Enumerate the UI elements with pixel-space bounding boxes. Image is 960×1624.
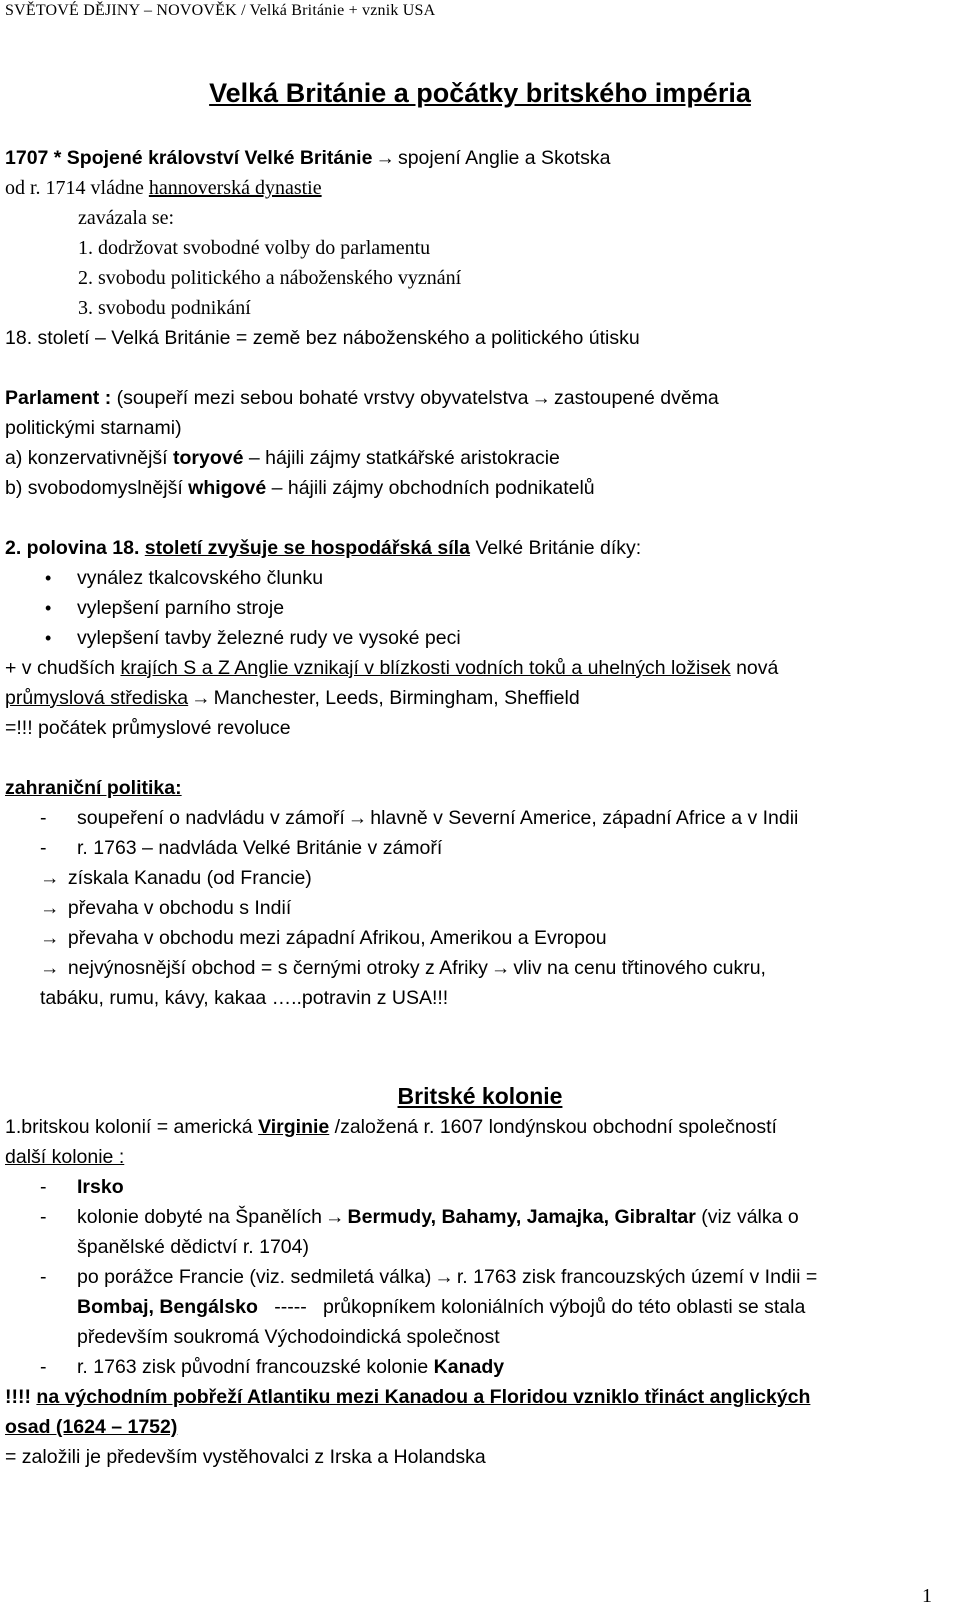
arrow-item (40, 896, 291, 920)
text-parliament-desc2: zastoupené dvěma (554, 387, 719, 409)
dash-text (77, 806, 798, 830)
line-industrial-revolution: =!!! počátek průmyslové revoluce (5, 717, 291, 739)
arrow-text: získala Kanadu (od Francie) (67, 867, 312, 889)
text-whigs-b: b) svobodomyslnější (5, 477, 189, 499)
text-whigs: whigové (188, 477, 267, 499)
text-regions-b: krajích S a Z Anglie vznikají v blízkosti vodních toků a uhelných ložisek (120, 657, 731, 679)
text-second-half: 2. polovina 18. (5, 537, 145, 559)
line-18th-century: 18. století – Velká Británie = země bez náboženského a politického útisku (5, 327, 640, 349)
text-regions-c: nová (730, 657, 779, 679)
dash-icon: - (40, 837, 47, 859)
list-item: 2. svobodu politického a náboženského vyznání (78, 267, 462, 289)
arrow-item (40, 866, 312, 890)
text-thanks-to: Velké Británie díky: (469, 537, 642, 559)
text-cities: Manchester, Leeds, Birmingham, Sheffield (213, 687, 580, 709)
arrow-text: převaha v obchodu mezi západní Afrikou, Amerikou a Evropou (67, 927, 607, 949)
text-parliament: Parlament : (5, 387, 112, 409)
page-header: SVĚTOVÉ DĚJINY – NOVOVĚK / Velká Británie + vznik USA (5, 2, 436, 19)
list-item: 3. svobodu podnikání (78, 297, 251, 319)
line-regions (5, 656, 778, 680)
dash-icon: - (40, 1356, 47, 1378)
text-tories-a: a) konzervativnější (5, 447, 173, 469)
line-second-half (5, 536, 641, 560)
text-france-defeat: po porážce Francie (viz. sedmiletá válka) (77, 1266, 432, 1288)
arrow-icon: → (40, 927, 60, 949)
text-economic-power: století zvyšuje se hospodářská síla (144, 537, 470, 559)
text-virginia: Virginie (258, 1116, 330, 1138)
text-hannover-dynasty: hannoverská dynastie (148, 177, 322, 199)
dash-text-cont: španělské dědictví r. 1704) (77, 1236, 309, 1258)
line-other-colonies: další kolonie : (5, 1146, 125, 1168)
bullet-icon: • (45, 598, 52, 618)
arrow-icon: → (531, 387, 551, 409)
text-virginia-desc: /založená r. 1607 londýnskou obchodní společností (329, 1116, 777, 1138)
dash-text-cont: především soukromá Východoindická společnost (77, 1326, 500, 1348)
line-pledge: zavázala se: (78, 207, 175, 229)
dash-icon: - (40, 1206, 47, 1228)
line-founders: = založili je především vystěhovalci z Irska a Holandska (5, 1446, 486, 1468)
bullet-text: vynález tkalcovského člunku (77, 567, 324, 589)
text-1707-result: spojení Anglie a Skotska (397, 147, 611, 169)
arrow-icon: → (347, 807, 368, 829)
section-title-colonies: Britské kolonie (397, 1083, 563, 1109)
line-settlements: osad (1624 – 1752) (5, 1416, 178, 1438)
dash-text (77, 1355, 504, 1379)
text-war-ref: (viz válka o (695, 1206, 799, 1228)
arrow-text: nejvýnosnější obchod = s černými otroky z Afriky (67, 957, 488, 979)
text-parliament-desc: (soupeří mezi sebou bohaté vrstvy obyvatelstva (111, 387, 529, 409)
dash-text (77, 1205, 799, 1229)
line-1707 (5, 146, 610, 170)
bullet-text: vylepšení parního stroje (77, 597, 285, 619)
dash-icon: - (40, 1266, 47, 1288)
text-canada-gain: r. 1763 zisk původní francouzské kolonie (77, 1356, 434, 1378)
text-industrial-centres: průmyslová střediska (5, 687, 189, 709)
line-virginia (5, 1115, 777, 1139)
text-1714: od r. 1714 vládne (5, 177, 149, 199)
text-rivalry-regions: hlavně v Severní Americe, západní Africe a v Indii (370, 807, 799, 829)
text-regions-a: + v chudších (5, 657, 121, 679)
page-number: 1 (922, 1585, 932, 1607)
line-whigs (5, 476, 595, 500)
bullet-text: vylepšení tavby železné rudy ve vysoké peci (77, 627, 461, 649)
text-bermuda-list: Bermudy, Bahamy, Jamajka, Gibraltar (347, 1206, 696, 1228)
text-canada: Kanady (433, 1356, 505, 1378)
line-parties: politickými starnami) (5, 417, 182, 439)
dash-text (77, 1265, 817, 1289)
list-item: 1. dodržovat svobodné volby do parlamentu (78, 237, 431, 259)
text-pioneer: ----- průkopníkem koloniálních výbojů do této oblasti se stala (257, 1296, 806, 1318)
arrow-icon: → (325, 1206, 345, 1228)
text-exclaim: !!!! (5, 1386, 37, 1408)
arrow-icon: → (191, 687, 211, 709)
text-tories-desc: – hájili zájmy statkářské aristokracie (243, 447, 560, 469)
line-thirteen-colonies (5, 1385, 810, 1409)
bullet-icon: • (45, 568, 52, 588)
arrow-icon: → (375, 147, 395, 169)
dash-icon: - (40, 1176, 47, 1198)
text-india-gain: r. 1763 zisk francouzských území v Indii = (456, 1266, 818, 1288)
arrow-icon: → (434, 1266, 454, 1288)
arrow-item (40, 956, 766, 980)
line-1714 (5, 176, 322, 200)
heading-foreign-policy: zahraniční politika: (5, 777, 182, 799)
arrow-icon: → (40, 897, 60, 919)
text-thirteen-colonies: na východním pobřeží Atlantiku mezi Kanadou a Floridou vzniklo třináct anglických (36, 1386, 811, 1408)
arrow-item (40, 926, 607, 950)
line-parliament (5, 386, 719, 410)
dash-text-cont (77, 1295, 805, 1319)
text-1707-heading: 1707 * Spojené království Velké Británie (5, 147, 373, 169)
text-ireland: Irsko (77, 1176, 124, 1198)
arrow-icon: → (40, 957, 60, 979)
dash-text: r. 1763 – nadvláda Velké Británie v zámoří (77, 837, 443, 859)
line-tories (5, 446, 560, 470)
page-title: Velká Británie a počátky britského impéria (209, 78, 751, 108)
arrow-icon: → (40, 867, 60, 889)
text-spanish-colonies: kolonie dobyté na Španělích (77, 1206, 323, 1228)
line-goods: tabáku, rumu, kávy, kakaa …..potravin z USA!!! (40, 987, 449, 1009)
bullet-icon: • (45, 628, 52, 648)
text-whigs-desc: – hájili zájmy obchodních podnikatelů (266, 477, 595, 499)
text-rivalry: soupeření o nadvládu v zámoří (77, 807, 345, 829)
arrow-icon: → (490, 957, 511, 979)
arrow-text: převaha v obchodu s Indií (67, 897, 292, 919)
text-first-colony: 1.britskou kolonií = americká (5, 1116, 259, 1138)
dash-icon: - (40, 807, 47, 829)
line-industrial-centres (5, 686, 580, 710)
text-bombay-bengal: Bombaj, Bengálsko (77, 1296, 258, 1318)
arrow-text-cont: vliv na cenu třtinového cukru, (513, 957, 766, 979)
text-tories: toryové (173, 447, 244, 469)
